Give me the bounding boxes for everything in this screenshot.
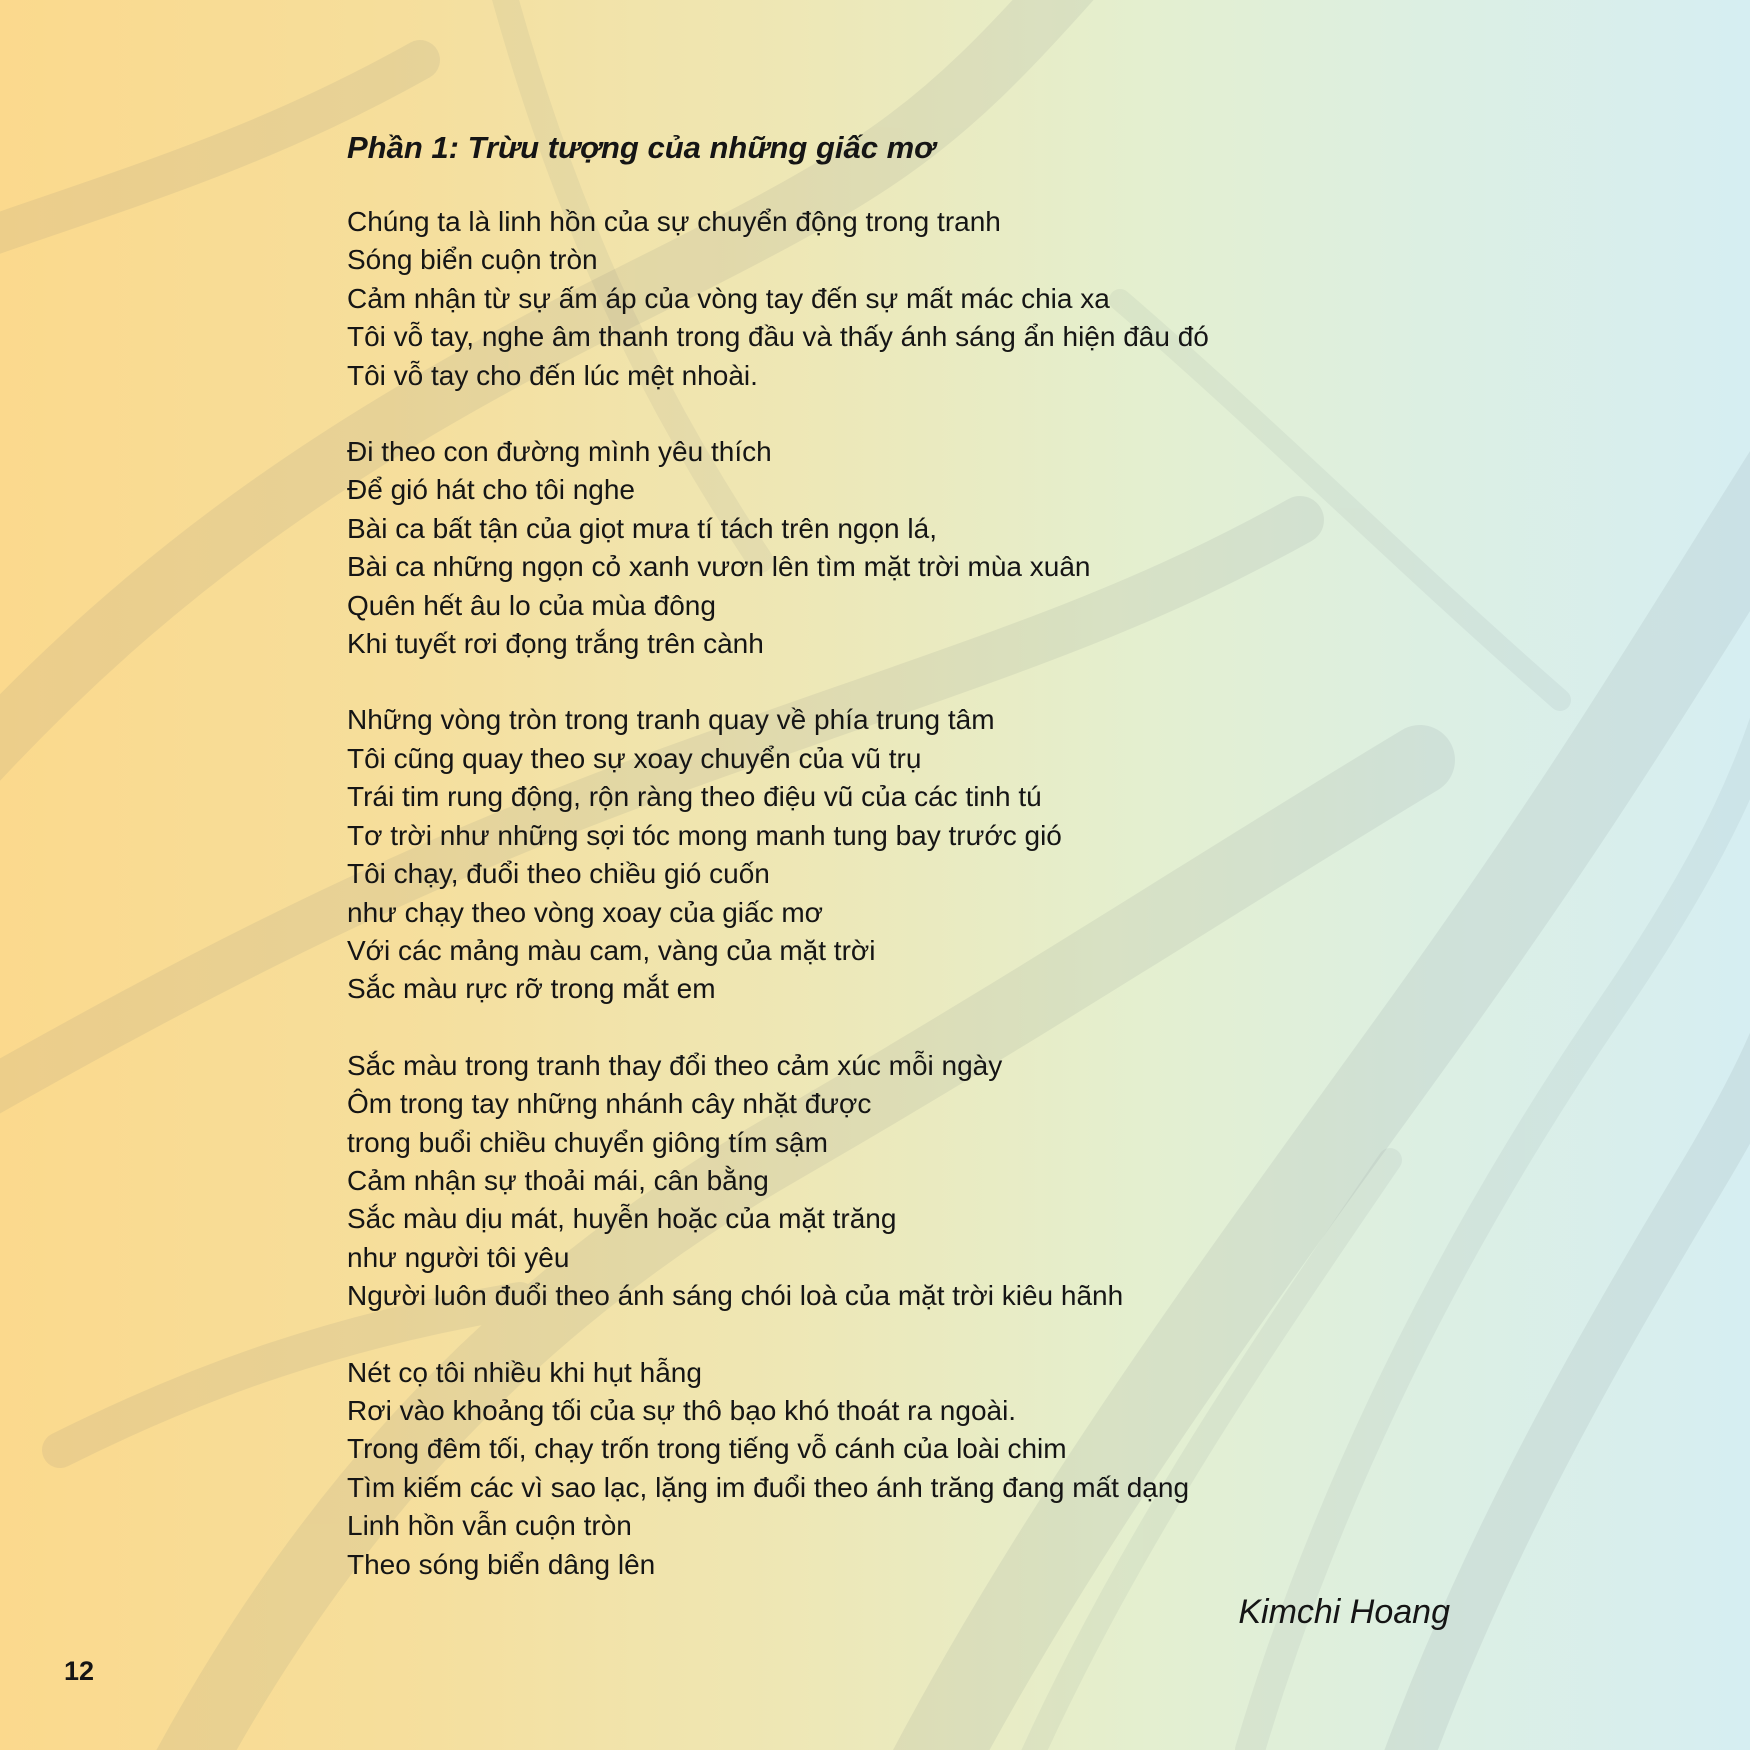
poem-line: như người tôi yêu: [347, 1241, 570, 1273]
poem-line: Trong đêm tối, chạy trốn trong tiếng vỗ cánh của loài chim: [347, 1433, 1067, 1465]
poem-line: Chúng ta là linh hồn của sự chuyển động trong tranh: [347, 206, 1001, 237]
poem-line: Đi theo con đường mình yêu thích: [347, 436, 772, 468]
poem-line: Tôi vỗ tay, nghe âm thanh trong đầu và thấy ánh sáng ẩn hiện đâu đó: [347, 321, 1209, 353]
page-number: 12: [64, 1656, 95, 1686]
poem-title: Phần 1: Trừu tượng của những giấc mơ: [347, 130, 935, 165]
poem-line: Ôm trong tay những nhánh cây nhặt được: [347, 1088, 872, 1120]
poem-line: trong buổi chiều chuyển giông tím sậm: [347, 1126, 828, 1158]
poem-body: [347, 128, 1467, 1622]
poem-line: Cảm nhận sự thoải mái, cân bằng: [347, 1164, 769, 1196]
poem-line: Người luôn đuổi theo ánh sáng chói loà của mặt trời kiêu hãnh: [347, 1280, 1124, 1312]
stanza-5: [347, 1354, 1467, 1584]
poem-line: Khi tuyết rơi đọng trắng trên cành: [347, 628, 764, 660]
poem-line: Sóng biển cuộn tròn: [347, 244, 598, 276]
poem-line: Trái tim rung động, rộn ràng theo điệu vũ của các tinh tú: [347, 781, 1042, 813]
poem-line: Bài ca những ngọn cỏ xanh vươn lên tìm mặt trời mùa xuân: [347, 551, 1091, 583]
poem-line: Tôi vỗ tay cho đến lúc mệt nhoài.: [347, 359, 758, 391]
poem-line: Tơ trời như những sợi tóc mong manh tung bay trước gió: [347, 819, 1062, 851]
poem-line: Tôi cũng quay theo sự xoay chuyển của vũ trụ: [347, 742, 922, 774]
poem-line: Sắc màu dịu mát, huyễn hoặc của mặt trăng: [347, 1203, 897, 1235]
stanza-4: [347, 1047, 1467, 1316]
stanza-2: [347, 433, 1467, 663]
poem-line: Sắc màu trong tranh thay đổi theo cảm xúc mỗi ngày: [347, 1049, 1003, 1081]
poem-line: Với các mảng màu cam, vàng của mặt trời: [347, 934, 876, 966]
poem-line: Bài ca bất tận của giọt mưa tí tách trên ngọn lá,: [347, 512, 937, 544]
poem-line: như chạy theo vòng xoay của giấc mơ: [347, 896, 824, 928]
stanza-3: [347, 701, 1467, 1008]
poem-line: Để gió hát cho tôi nghe: [347, 474, 635, 506]
poem-line: Sắc màu rực rỡ trong mắt em: [347, 973, 716, 1005]
poem-line: Linh hồn vẫn cuộn tròn: [347, 1510, 632, 1542]
poem-line: Tìm kiếm các vì sao lạc, lặng im đuổi theo ánh trăng đang mất dạng: [347, 1471, 1190, 1503]
poem-author: Kimchi Hoang: [1238, 1593, 1450, 1631]
poem-line: Cảm nhận từ sự ấm áp của vòng tay đến sự mất mác chia xa: [347, 282, 1110, 314]
poem-line: Những vòng tròn trong tranh quay về phía trung tâm: [347, 704, 995, 736]
poem-line: Nét cọ tôi nhiều khi hụt hẫng: [347, 1356, 702, 1388]
poem-line: Rơi vào khoảng tối của sự thô bạo khó thoát ra ngoài.: [347, 1394, 1017, 1426]
poem-line: Theo sóng biển dâng lên: [347, 1548, 656, 1580]
poem-line: Tôi chạy, đuổi theo chiều gió cuốn: [347, 858, 770, 890]
poem-line: Quên hết âu lo của mùa đông: [347, 589, 716, 621]
stanza-1: [347, 203, 1467, 395]
